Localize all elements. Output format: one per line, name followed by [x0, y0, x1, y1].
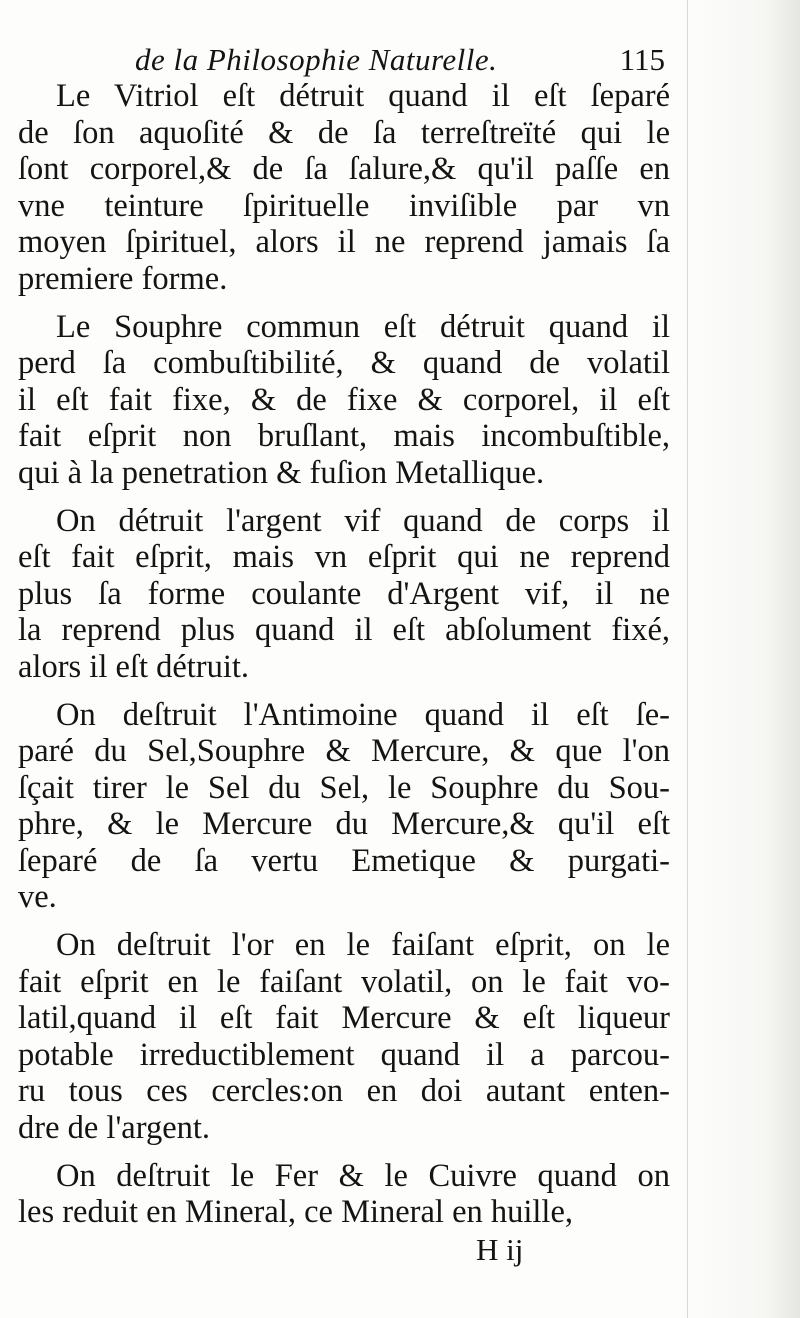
text-line: On détruit l'argent vif quand de corps il — [56, 502, 670, 539]
text-line: perd ſa combuſtibilité, & quand de volatil — [18, 345, 670, 382]
text-line: de ſon aquoſité & de ſa terreſtreïté qui le — [18, 114, 670, 151]
text-line: Le Souphre commun eſt détruit quand il — [56, 308, 670, 345]
text-line: On deſtruit le Fer & le Cuivre quand on — [56, 1157, 670, 1194]
body-text — [18, 78, 670, 1242]
text-line: qui à la penetration & fuſion Metallique. — [18, 454, 545, 491]
paragraph — [18, 78, 670, 298]
text-line: alors il eſt détruit. — [18, 648, 250, 685]
running-title: de la Philosophie Naturelle. — [135, 42, 498, 77]
text-line: potable irreductiblement quand il a parcou- — [18, 1036, 670, 1073]
text-line: ſont corporel,& de ſa ſalure,& qu'il paſſe en — [18, 151, 670, 188]
text-line: plus ſa forme coulante d'Argent vif, il ne — [18, 575, 670, 612]
text-line: ſçait tirer le Sel du Sel, le Souphre du Sou- — [18, 769, 670, 806]
text-line: la reprend plus quand il eſt abſolument fixé, — [18, 612, 670, 649]
paragraph — [18, 697, 670, 917]
text-line: les reduit en Mineral, ce Mineral en huille, — [18, 1194, 574, 1231]
page-edge-shadow — [680, 0, 800, 1318]
paragraph — [18, 1158, 670, 1231]
text-line: eſt fait eſprit, mais vn eſprit qui ne reprend — [18, 539, 670, 576]
page-number: 115 — [619, 42, 665, 77]
text-line: ſeparé de ſa vertu Emetique & purgati- — [18, 842, 670, 879]
text-line: latil,quand il eſt fait Mercure & eſt liqueur — [18, 1000, 670, 1037]
page-edge-line — [687, 0, 688, 1318]
running-header — [135, 42, 665, 82]
text-line: moyen ſpirituel, alors il ne reprend jamais ſa — [18, 224, 670, 261]
text-line: fait eſprit en le faiſant volatil, on le fait vo- — [18, 963, 670, 1000]
text-line: premiere forme. — [18, 260, 228, 297]
paragraph — [18, 309, 670, 492]
text-line: paré du Sel,Souphre & Mercure, & que l'on — [18, 733, 670, 770]
text-line: phre, & le Mercure du Mercure,& qu'il eſt — [18, 806, 670, 843]
text-line: ru tous ces cercles:on en doi autant enten- — [18, 1073, 670, 1110]
text-line: fait eſprit non bruſlant, mais incombuſtible, — [18, 418, 670, 455]
text-line: il eſt fait fixe, & de fixe & corporel, il eſt — [18, 381, 670, 418]
text-line: On deſtruit l'or en le faiſant eſprit, on le — [56, 927, 670, 964]
text-line: ve. — [18, 879, 57, 916]
text-line: vne teinture ſpirituelle inviſible par vn — [18, 187, 670, 224]
paragraph — [18, 503, 670, 686]
text-line: On deſtruit l'Antimoine quand il eſt ſe- — [56, 696, 670, 733]
signature-mark: H ij — [476, 1232, 524, 1267]
text-line: dre de l'argent. — [18, 1110, 211, 1147]
text-line: Le Vitriol eſt détruit quand il eſt ſeparé — [56, 78, 670, 114]
paragraph — [18, 927, 670, 1147]
